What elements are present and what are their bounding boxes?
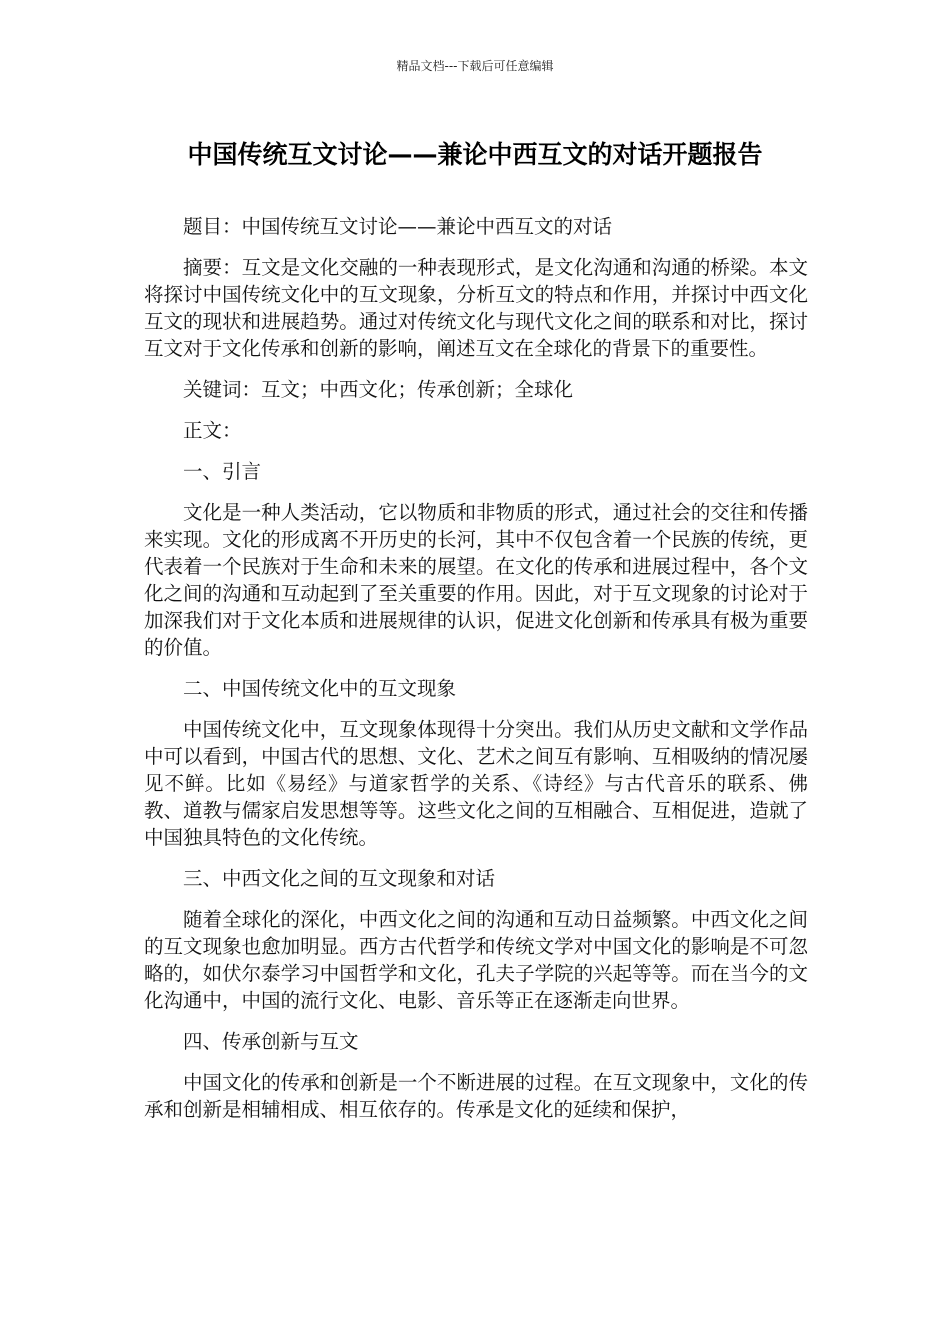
section-heading-introduction: 一、引言	[183, 460, 262, 483]
document-body	[144, 213, 808, 1137]
section-heading-inheritance-innovation: 四、传承创新与互文	[183, 1030, 359, 1053]
paragraph-abstract: 摘要：互文是文化交融的一种表现形式，是文化沟通和沟通的桥梁。本文将探讨中国传统文化中的互文现象，分析互文的特点和作用，并探讨中西文化互文的现状和进展趋势。通过对传统文化与现代文化之间的联系和对比，探讨互文对于文化传承和创新的影响，阐述互文在全球化的背景下的重要性。	[144, 256, 808, 360]
paragraph-inheritance-innovation: 中国文化的传承和创新是一个不断进展的过程。在互文现象中，文化的传承和创新是相辅相成、相互依存的。传承是文化的延续和保护，	[144, 1071, 808, 1121]
paragraph-chinese-intertext: 中国传统文化中，互文现象体现得十分突出。我们从历史文献和文学作品中可以看到，中国古代的思想、文化、艺术之间互有影响、互相吸纳的情况屡见不鲜。比如《易经》与道家哲学的关系、《诗经》与古代音乐的联系、佛教、道教与儒家启发思想等等。这些文化之间的互相融合、互相促进，造就了中国独具特色的文化传统。	[144, 718, 808, 849]
paragraph-keywords: 关键词：互文；中西文化；传承创新；全球化	[183, 378, 574, 401]
section-heading-sino-western: 三、中西文化之间的互文现象和对话	[183, 867, 496, 890]
header-note: 精品文档---下载后可任意编辑	[396, 59, 554, 73]
paragraph-body-label: 正文：	[183, 419, 242, 442]
paragraph-sino-western: 随着全球化的深化，中西文化之间的沟通和互动日益频繁。中西文化之间的互文现象也愈加明显。西方古代哲学和传统文学对中国文化的影响是不可忽略的，如伏尔泰学习中国哲学和文化，孔夫子学院的兴起等等。而在当今的文化沟通中，中国的流行文化、电影、音乐等正在逐渐走向世界。	[144, 908, 808, 1012]
paragraph-introduction: 文化是一种人类活动，它以物质和非物质的形式，通过社会的交往和传播来实现。文化的形成离不开历史的长河，其中不仅包含着一个民族的传统，更代表着一个民族对于生命和未来的展望。在文化的传承和进展过程中，各个文化之间的沟通和互动起到了至关重要的作用。因此，对于互文现象的讨论对于加深我们对于文化本质和进展规律的认识，促进文化创新和传承具有极为重要的价值。	[144, 501, 808, 659]
document-title: 中国传统互文讨论——兼论中西互文的对话开题报告	[187, 140, 763, 169]
paragraph-subject: 题目：中国传统互文讨论——兼论中西互文的对话	[183, 215, 613, 238]
section-heading-chinese-intertext: 二、中国传统文化中的互文现象	[183, 677, 457, 700]
